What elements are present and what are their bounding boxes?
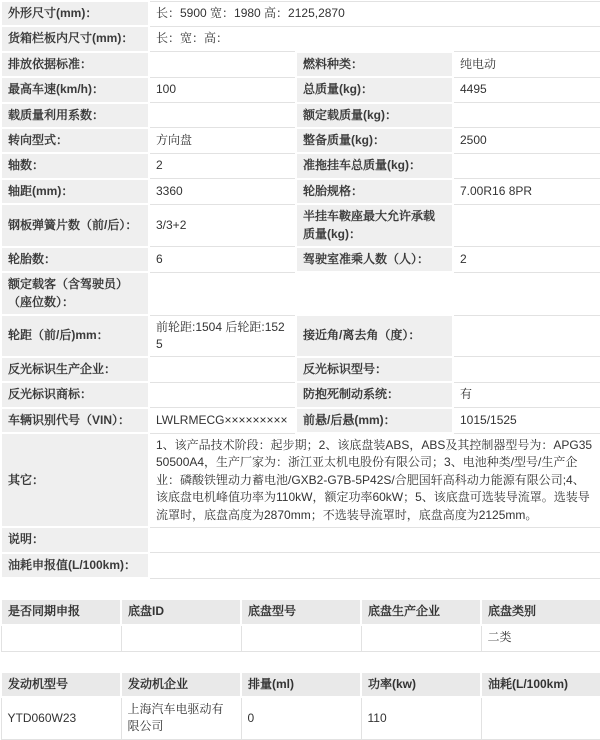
spec-value: 2500 <box>453 128 600 153</box>
spec-value: 方向盘 <box>149 128 296 153</box>
spec-row <box>1 128 600 153</box>
spec-row <box>1 527 600 552</box>
spec-value: 前轮距:1504 后轮距:1525 <box>149 315 296 357</box>
spec-label: 轮胎规格： <box>296 179 453 204</box>
spec-value: 7.00R16 8PR <box>453 179 600 204</box>
spec-value <box>453 204 600 247</box>
spec-value <box>149 52 296 77</box>
chassis-header: 底盘型号 <box>241 599 361 624</box>
spec-label: 外形尺寸(mm)： <box>1 1 149 26</box>
spec-label: 前悬/后悬(mm)： <box>296 408 453 433</box>
engine-data-row <box>1 697 600 739</box>
spec-label: 接近角/离去角（度）： <box>296 315 453 357</box>
spec-label: 说明： <box>1 527 149 552</box>
spec-value: 2 <box>453 247 600 272</box>
spec-label: 额定载客（含驾驶员）（座位数）： <box>1 272 149 315</box>
spec-value <box>453 357 600 382</box>
spec-value: 6 <box>149 247 296 272</box>
spec-value: 纯电动 <box>453 52 600 77</box>
spec-label: 反光标识商标： <box>1 382 149 407</box>
spec-row <box>1 103 600 128</box>
spec-value <box>149 553 600 578</box>
chassis-header: 底盘类别 <box>481 599 600 624</box>
spec-value <box>149 527 600 552</box>
chassis-header-row <box>1 599 600 624</box>
spec-label: 轴数： <box>1 153 149 178</box>
spec-label: 轮胎数： <box>1 247 149 272</box>
spec-label: 防抱死制动系统： <box>296 382 453 407</box>
spec-label: 载质量利用系数： <box>1 103 149 128</box>
spec-value <box>149 272 600 315</box>
spec-label: 燃料种类： <box>296 52 453 77</box>
spec-value: 100 <box>149 77 296 102</box>
spec-label: 轮距（前/后)mm： <box>1 315 149 357</box>
chassis-data-row <box>1 625 600 652</box>
chassis-cell <box>241 625 361 652</box>
spec-row <box>1 26 600 51</box>
engine-header: 发动机型号 <box>1 672 121 697</box>
spec-label: 油耗申报值(L/100km)： <box>1 553 149 578</box>
spec-value-vin: LWLRMECG××××××××× <box>149 408 296 433</box>
spec-value-other-notes: 1、该产品技术阶段：起步期；2、该底盘装ABS，ABS及其控制器型号为：APG3550500A4，生产厂家为：浙江亚太机电股份有限公司；3、电池种类/型号/生产企业：磷酸铁锂动力蓄电池/GXB2-G7B-5P42S/合肥国轩高科动力能源有限公司;4、该底盘电机峰值功率为110kW，额定功率60kW；5、该底盘可选装导流罩。选装导流罩时，底盘高度为2870mm；不选装导流罩时，底盘高度为2125mm。 <box>149 433 600 527</box>
spec-label: 总质量(kg)： <box>296 77 453 102</box>
engine-header: 油耗(L/100km) <box>481 672 600 697</box>
spec-label: 反光标识型号： <box>296 357 453 382</box>
spec-value: 有 <box>453 382 600 407</box>
engine-cell-displacement: 0 <box>241 697 361 739</box>
chassis-cell <box>361 625 481 652</box>
chassis-header: 是否同期申报 <box>1 599 121 624</box>
spec-row <box>1 77 600 102</box>
spec-label: 排放依据标准： <box>1 52 149 77</box>
chassis-cell: 二类 <box>481 625 600 652</box>
spec-row <box>1 357 600 382</box>
spec-label: 额定载质量(kg)： <box>296 103 453 128</box>
spec-value: 1015/1525 <box>453 408 600 433</box>
engine-header: 排量(ml) <box>241 672 361 697</box>
spec-row <box>1 179 600 204</box>
spec-label: 准拖挂车总质量(kg)： <box>296 153 453 178</box>
spec-row <box>1 1 600 26</box>
spec-value <box>453 103 600 128</box>
spec-value: 3360 <box>149 179 296 204</box>
spec-value: 3/3+2 <box>149 204 296 247</box>
engine-cell-model: YTD060W23 <box>1 697 121 739</box>
spec-label: 半挂车鞍座最大允许承载质量(kg)： <box>296 204 453 247</box>
chassis-header: 底盘ID <box>121 599 241 624</box>
spec-label: 轴距(mm)： <box>1 179 149 204</box>
spec-row <box>1 408 600 433</box>
spec-value: 4495 <box>453 77 600 102</box>
chassis-header: 底盘生产企业 <box>361 599 481 624</box>
engine-header: 功率(kw) <box>361 672 481 697</box>
spec-label: 转向型式： <box>1 128 149 153</box>
spec-label: 反光标识生产企业： <box>1 357 149 382</box>
spec-value: 2 <box>149 153 296 178</box>
spec-label: 整备质量(kg)： <box>296 128 453 153</box>
spec-label: 钢板弹簧片数（前/后）： <box>1 204 149 247</box>
spec-value <box>453 315 600 357</box>
spec-value <box>149 103 296 128</box>
engine-cell-fuel <box>481 697 600 739</box>
spec-label: 车辆识别代号（VIN）： <box>1 408 149 433</box>
engine-header: 发动机企业 <box>121 672 241 697</box>
spec-row <box>1 247 600 272</box>
spec-label: 驾驶室准乘人数（人）： <box>296 247 453 272</box>
spec-row <box>1 315 600 357</box>
spec-row <box>1 153 600 178</box>
engine-header-row <box>1 672 600 697</box>
spec-label: 最高车速(km/h)： <box>1 77 149 102</box>
spec-row <box>1 382 600 407</box>
spec-label: 其它： <box>1 433 149 527</box>
spec-row <box>1 553 600 578</box>
chassis-cell <box>121 625 241 652</box>
spec-value: 长：5900 宽：1980 高：2125,2870 <box>149 1 600 26</box>
spec-label: 货箱栏板内尺寸(mm)： <box>1 26 149 51</box>
spec-value <box>149 357 296 382</box>
spec-row <box>1 204 600 247</box>
engine-cell-company: 上海汽车电驱动有限公司 <box>121 697 241 739</box>
chassis-cell <box>1 625 121 652</box>
spec-row <box>1 52 600 77</box>
spec-row <box>1 272 600 315</box>
spec-value <box>149 382 296 407</box>
engine-cell-power: 110 <box>361 697 481 739</box>
spec-value: 长：宽：高： <box>149 26 600 51</box>
engine-table <box>0 671 600 740</box>
spec-row-other <box>1 433 600 527</box>
chassis-table <box>0 598 600 651</box>
spec-value <box>453 153 600 178</box>
